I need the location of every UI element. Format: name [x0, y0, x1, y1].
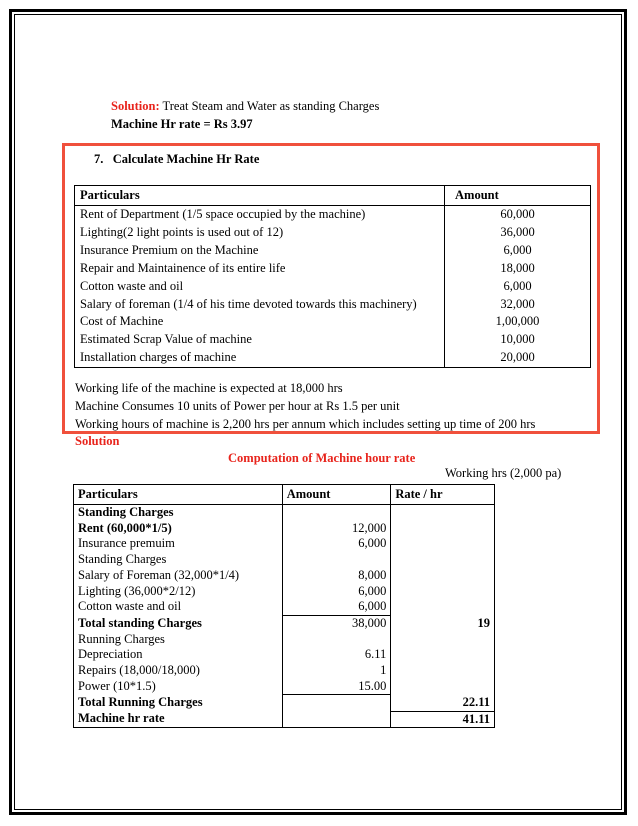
intro-solution-label: Solution:	[111, 99, 160, 113]
row-particular: Lighting (36,000*2/12)	[74, 584, 283, 600]
row-rate	[391, 505, 495, 521]
table-row	[74, 679, 495, 695]
row-particular: Rent (60,000*1/5)	[74, 521, 283, 537]
solution-heading: Computation of Machine hour rate	[228, 451, 416, 465]
row-rate	[391, 536, 495, 552]
table-row	[74, 505, 495, 521]
table-row	[75, 242, 591, 260]
row-rate	[391, 679, 495, 695]
table-row	[74, 568, 495, 584]
computation-table	[73, 484, 495, 728]
question-heading	[94, 152, 259, 167]
table-row	[74, 711, 495, 728]
row-rate	[391, 552, 495, 568]
table-row	[75, 296, 591, 314]
question-table	[74, 185, 591, 368]
intro-solution-line	[111, 99, 379, 114]
header-amount: Amount	[282, 485, 391, 505]
table-row	[74, 521, 495, 537]
row-amount: 1	[282, 663, 391, 679]
row-rate	[391, 584, 495, 600]
row-particular: Installation charges of machine	[75, 349, 445, 367]
question-table-header	[75, 186, 591, 206]
table-row	[75, 224, 591, 242]
row-particular: Repair and Maintainence of its entire life	[75, 260, 445, 278]
row-amount: 15.00	[282, 679, 391, 695]
row-amount: 1,00,000	[445, 313, 591, 331]
note-working-life: Working life of the machine is expected at 18,000 hrs	[75, 381, 343, 395]
note-power: Machine Consumes 10 units of Power per hour at Rs 1.5 per unit	[75, 399, 400, 413]
row-amount: 6,000	[445, 242, 591, 260]
table-row	[74, 584, 495, 600]
row-amount: 8,000	[282, 568, 391, 584]
header-rate: Rate / hr	[391, 485, 495, 505]
row-rate: 41.11	[391, 711, 495, 728]
row-particular: Cost of Machine	[75, 313, 445, 331]
note-working-hours: Working hours of machine is 2,200 hrs per annum which includes setting up time of 200 hrs	[75, 417, 536, 431]
row-amount: 36,000	[445, 224, 591, 242]
table-row	[74, 632, 495, 648]
row-rate	[391, 632, 495, 648]
table-row	[74, 599, 495, 615]
row-particular: Repairs (18,000/18,000)	[74, 663, 283, 679]
row-amount: 18,000	[445, 260, 591, 278]
row-rate	[391, 599, 495, 615]
row-rate	[391, 647, 495, 663]
row-particular: Total Running Charges	[74, 695, 283, 711]
table-row	[74, 536, 495, 552]
question-title: Calculate Machine Hr Rate	[112, 152, 260, 166]
intro-solution-text: Treat Steam and Water as standing Charges	[159, 99, 380, 113]
row-particular: Standing Charges	[74, 552, 283, 568]
header-particulars: Particulars	[75, 186, 445, 206]
row-particular: Rent of Department (1/5 space occupied by the machine)	[75, 206, 445, 224]
row-particular: Insurance premuim	[74, 536, 283, 552]
table-row	[75, 278, 591, 296]
row-amount: 38,000	[282, 615, 391, 631]
row-particular: Machine hr rate	[74, 711, 283, 728]
row-particular: Salary of foreman (1/4 of his time devoted towards this machinery)	[75, 296, 445, 314]
row-particular: Lighting(2 light points is used out of 12)	[75, 224, 445, 242]
row-particular: Salary of Foreman (32,000*1/4)	[74, 568, 283, 584]
row-amount	[282, 695, 391, 711]
row-particular: Power (10*1.5)	[74, 679, 283, 695]
row-particular: Depreciation	[74, 647, 283, 663]
row-amount: 6,000	[282, 536, 391, 552]
row-amount: 32,000	[445, 296, 591, 314]
solution-label: Solution	[75, 434, 120, 448]
table-row	[75, 349, 591, 367]
row-rate	[391, 568, 495, 584]
row-amount: 10,000	[445, 331, 591, 349]
row-particular: Total standing Charges	[74, 615, 283, 631]
row-rate	[391, 521, 495, 537]
row-particular: Estimated Scrap Value of machine	[75, 331, 445, 349]
table-row	[74, 647, 495, 663]
computation-table-header	[74, 485, 495, 505]
row-amount: 12,000	[282, 521, 391, 537]
table-row	[75, 331, 591, 349]
row-amount: 60,000	[445, 206, 591, 224]
row-particular: Cotton waste and oil	[74, 599, 283, 615]
row-amount	[282, 711, 391, 728]
question-number: 7.	[94, 152, 104, 166]
row-amount	[282, 552, 391, 568]
table-row	[74, 663, 495, 679]
table-row	[74, 615, 495, 631]
table-row	[75, 206, 591, 224]
table-row	[74, 695, 495, 711]
row-amount: 6,000	[282, 584, 391, 600]
row-amount: 6,000	[445, 278, 591, 296]
table-row	[75, 313, 591, 331]
row-particular: Cotton waste and oil	[75, 278, 445, 296]
row-particular: Running Charges	[74, 632, 283, 648]
row-rate	[391, 663, 495, 679]
row-rate: 19	[391, 615, 495, 631]
row-amount: 6.11	[282, 647, 391, 663]
row-amount	[282, 505, 391, 521]
table-row	[74, 552, 495, 568]
row-amount: 20,000	[445, 349, 591, 367]
header-particulars: Particulars	[74, 485, 283, 505]
working-hours-note: Working hrs (2,000 pa)	[445, 466, 562, 480]
row-rate: 22.11	[391, 695, 495, 711]
row-particular: Standing Charges	[74, 505, 283, 521]
row-amount: 6,000	[282, 599, 391, 615]
header-amount: Amount	[445, 186, 591, 206]
row-particular: Insurance Premium on the Machine	[75, 242, 445, 260]
table-row	[75, 260, 591, 278]
row-amount	[282, 632, 391, 648]
intro-machine-rate: Machine Hr rate = Rs 3.97	[111, 117, 253, 131]
